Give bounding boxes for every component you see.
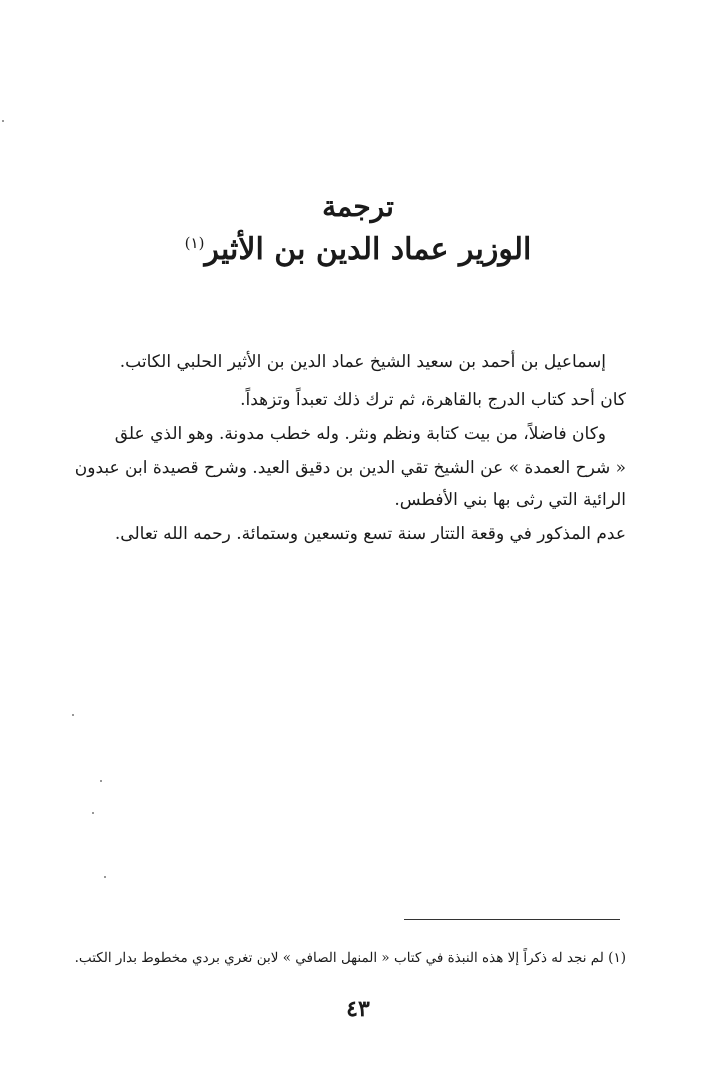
heading-subject [0, 232, 716, 267]
body-line-2: كان أحد كتاب الدرج بالقاهرة، ثم ترك ذلك تعبداً وتزهداً. [240, 390, 626, 410]
heading-title [0, 190, 716, 223]
body-line-4: « شرح العمدة » عن الشيخ تقي الدين بن دقيق العيد. وشرح قصيدة ابن عبدون [74, 458, 626, 478]
page-number: ٤٣ [346, 996, 370, 1022]
heading-line-2: الوزير عماد الدين بن الأثير [204, 232, 532, 267]
scan-speck [72, 714, 74, 716]
heading-footnote-marker[interactable]: (١) [184, 234, 205, 252]
heading-line-1: ترجمة [322, 190, 394, 223]
body-line-3: وكان فاضلاً، من بيت كتابة ونظم ونثر. وله خطب مدونة. وهو الذي علق [114, 424, 606, 444]
body-line-1: إسماعيل بن أحمد بن سعيد الشيخ عماد الدين بن الأثير الحلبي الكاتب. [119, 352, 606, 372]
footnote-text: (١) لم نجد له ذكراً إلا هذه النبذة في كتاب « المنهل الصافي » لابن تغري بردي مخطوط بدار الكتب. [74, 950, 626, 966]
body-line-6: عدم المذكور في وقعة التتار سنة تسع وتسعين وستمائة. رحمه الله تعالى. [114, 524, 626, 544]
footnote-divider [404, 919, 620, 920]
scan-speck [104, 876, 106, 878]
scan-speck [2, 120, 4, 122]
body-line-5: الرائية التي رثى بها بني الأفطس. [394, 490, 626, 510]
scan-speck [92, 812, 94, 814]
scan-speck [100, 780, 102, 782]
